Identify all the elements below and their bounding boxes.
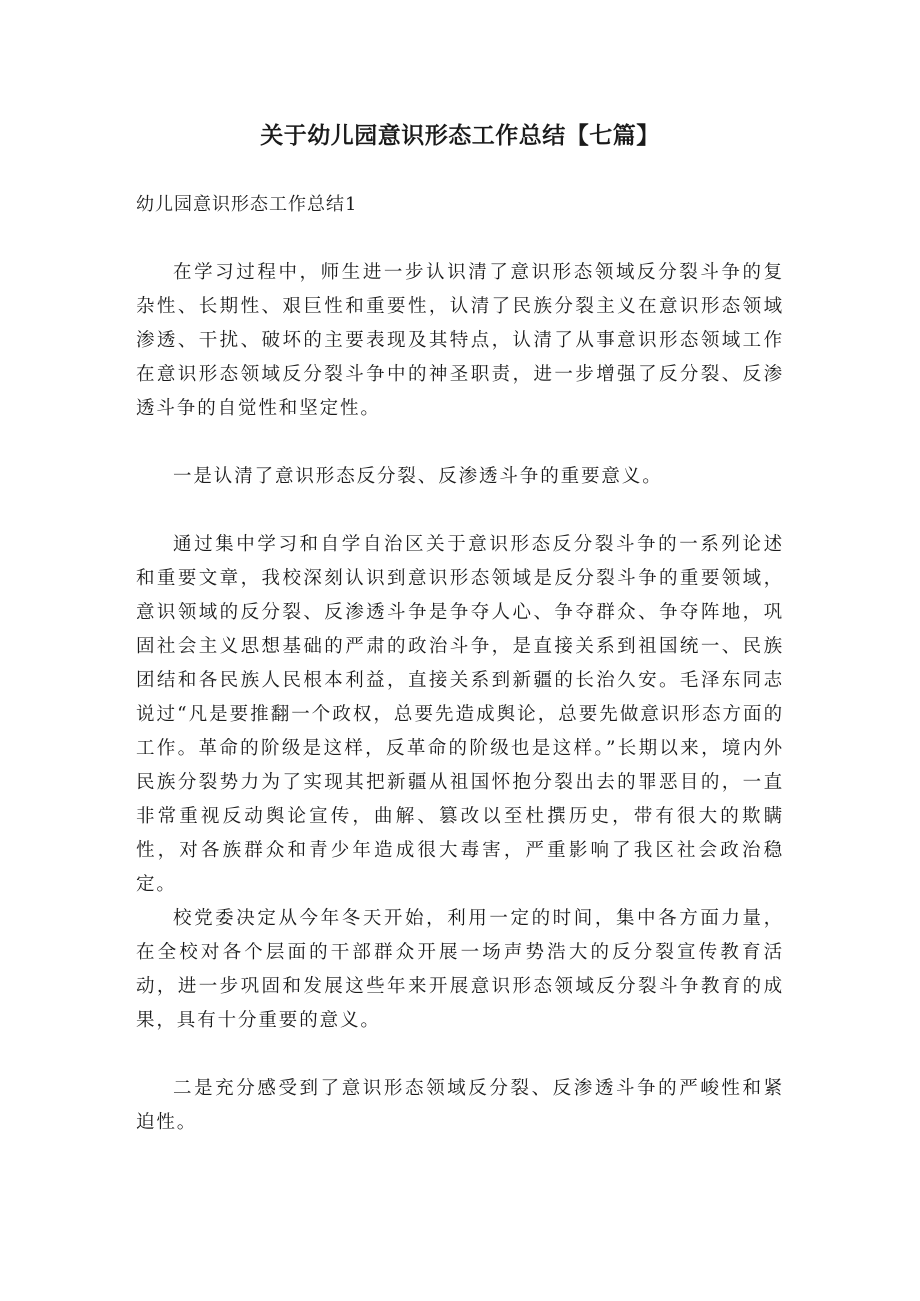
section-heading: 幼儿园意识形态工作总结1: [136, 194, 358, 215]
paragraph-5: 二是充分感受到了意识形态领域反分裂、反渗透斗争的严峻性和紧迫性。: [136, 1078, 784, 1133]
paragraph-1: 在学习过程中，师生进一步认识清了意识形态领域反分裂斗争的复杂性、长期性、艰巨性和重要性，认清了民族分裂主义在意识形态领域渗透、干扰、破坏的主要表现及其特点，认清了从事意识形态领域工作在意识形态领域反分裂斗争中的神圣职责，进一步增强了反分裂、反渗透斗争的自觉性和坚定性。: [136, 262, 784, 419]
paragraph-4: 校党委决定从今年冬天开始，利用一定的时间，集中各方面力量，在全校对各个层面的干部群众开展一场声势浩大的反分裂宣传教育活动，进一步巩固和发展这些年来开展意识形态领域反分裂斗争教育的成果，具有十分重要的意义。: [136, 908, 784, 1031]
paragraph-2: 一是认清了意识形态反分裂、反渗透斗争的重要意义。: [173, 466, 663, 487]
document-title: 关于幼儿园意识形态工作总结【七篇】: [260, 123, 660, 149]
paragraph-3: 通过集中学习和自学自治区关于意识形态反分裂斗争的一系列论述和重要文章，我校深刻认识到意识形态领域是反分裂斗争的重要领域，意识领域的反分裂、反渗透斗争是争夺人心、争夺群众、争夺阵地，巩固社会主义思想基础的严肃的政治斗争，是直接关系到祖国统一、民族团结和各民族人民根本利益，直接关系到新疆的长治久安。毛泽东同志说过“凡是要推翻一个政权，总要先造成舆论，总要先做意识形态方面的工作。革命的阶级是这样，反革命的阶级也是这样。”长期以来，境内外民族分裂势力为了实现其把新疆从祖国怀抱分裂出去的罪恶目的，一直非常重视反动舆论宣传，曲解、篡改以至杜撰历史，带有很大的欺瞒性，对各族群众和青少年造成很大毒害，严重影响了我区社会政治稳定。: [136, 534, 784, 895]
